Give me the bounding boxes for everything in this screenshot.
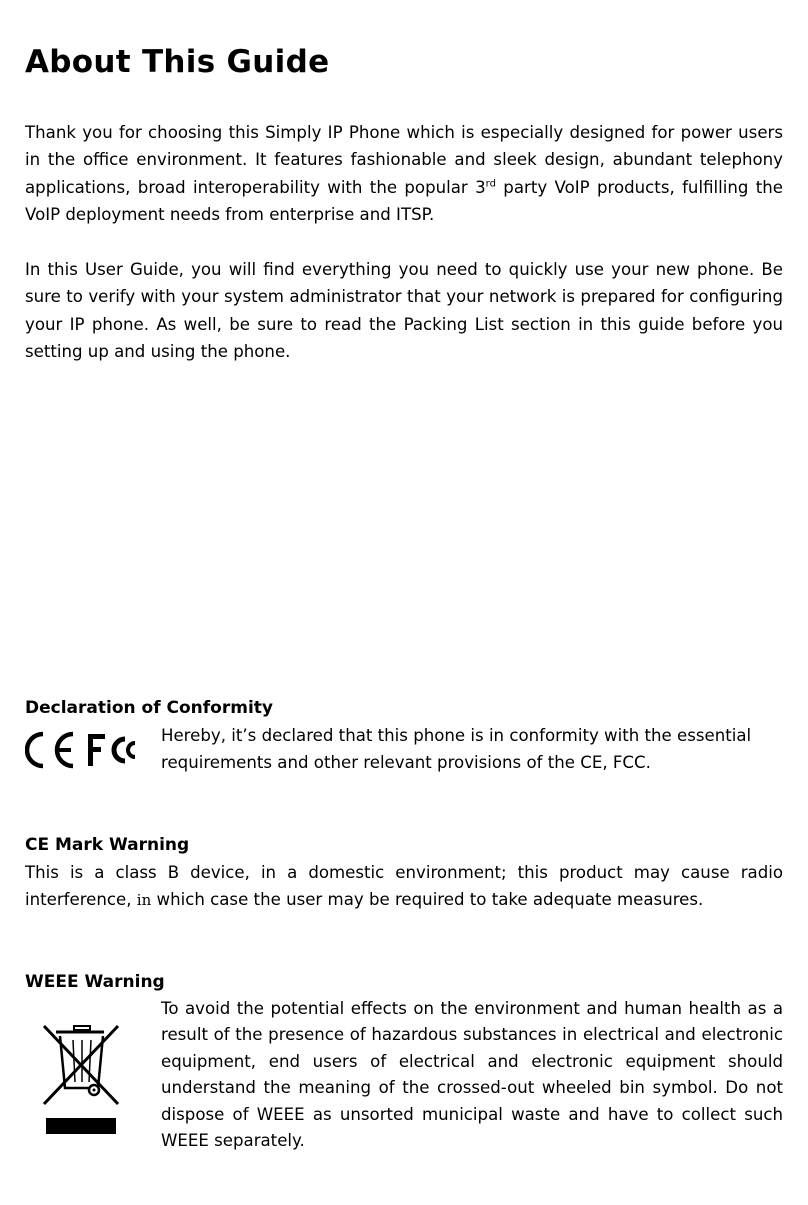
ce-warning-text-b: which case the user may be required to take adequate measures. <box>151 890 704 910</box>
page-title: About This Guide <box>25 44 330 80</box>
intro-paragraph-1 <box>25 119 783 229</box>
ce-warning-text-in: in <box>136 891 152 910</box>
intro-paragraph-2: In this User Guide, you will find everything you need to quickly use your new phone. Be sure to verify with your system administrator that your network is prepared for configuring your IP phone. As well, be sure to read the Packing List section in this guide before you setting up and using the phone. <box>25 260 783 362</box>
ce-warning-text-a: This is a class B device, in a domestic environment; this product may cause radio interference, <box>25 863 783 910</box>
intro-p1-text-b: party VoIP products, fulfilling the VoIP deployment needs from enterprise and ITSP. <box>25 177 783 225</box>
declaration-text: Hereby, it’s declared that this phone is in conformity with the essential requirements and other relevant provisions of the CE, FCC. <box>161 726 752 773</box>
ce-warning-heading: CE Mark Warning <box>25 835 190 855</box>
intro-p1-text-a: Thank you for choosing this Simply IP Phone which is especially designed for power users in the office environment. It features fashionable and sleek design, abundant telephony applications, broad interoperability with the popular 3 <box>25 123 783 197</box>
ce-warning-text <box>25 859 783 915</box>
crossed-out-wheeled-bin-icon <box>38 1020 124 1138</box>
weee-heading: WEEE Warning <box>25 972 165 992</box>
ce-fcc-logo-icon <box>25 728 143 772</box>
declaration-heading: Declaration of Conformity <box>25 698 273 718</box>
ordinal-suffix: rd <box>485 178 496 190</box>
page <box>25 0 783 1205</box>
weee-text: To avoid the potential effects on the environment and human health as a result of the presence of hazardous substances in electrical and electronic equipment, end users of electrical and electronic equipment should understand the meaning of the crossed-out wheeled bin symbol. Do not dispose of WEEE as unsorted municipal waste and have to collect such WEEE separately. <box>161 999 783 1151</box>
